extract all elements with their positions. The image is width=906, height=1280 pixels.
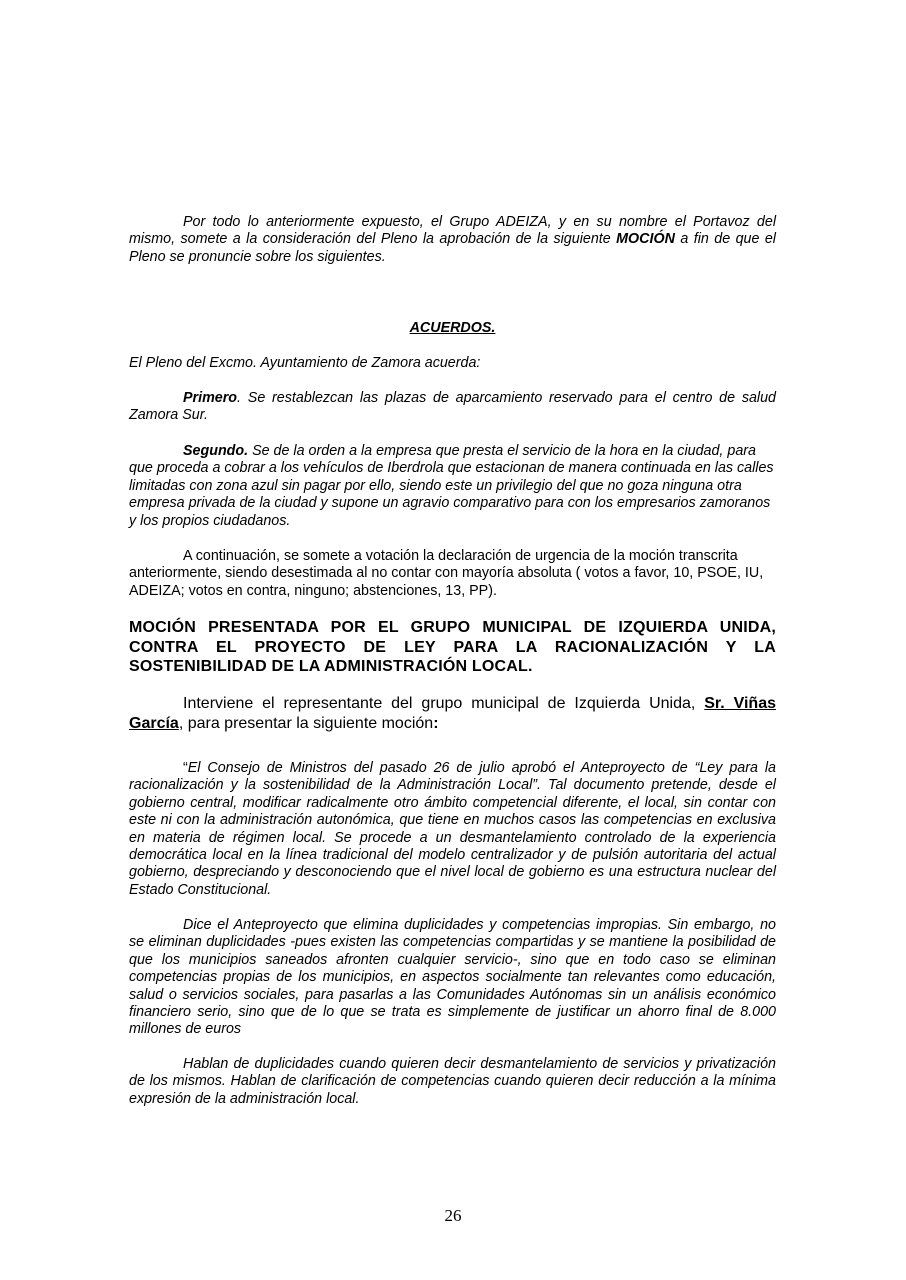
votacion-text: A continuación, se somete a votación la declaración de urgencia de la moción transcrita anteriormente, siendo desestimada al no contar con mayoría absoluta ( votos a favor, 10, PSOE, IU, ADEIZA; votos en contra, ninguno; abstenciones, 13, PP).: [129, 548, 764, 599]
paragraph-por-todo: [129, 214, 776, 266]
q3-text: Hablan de duplicidades cuando quieren decir desmantelamiento de servicios y privatización de los mismos. Hablan de clarificación de competencias cuando quieren decir reducción a la mínima expresión de la administración local.: [129, 1056, 776, 1107]
interviene-colon: :: [433, 715, 439, 732]
interviene-text-end: , para presentar la siguiente moción: [178, 715, 434, 732]
primero-paragraph: [129, 390, 776, 425]
votacion-paragraph: [129, 548, 776, 600]
p1-text: Por todo lo anteriormente expuesto, el Grupo ADEIZA, y en su nombre el Portavoz del mismo, somete a la consideración del Pleno la aprobación de la siguiente: [129, 214, 776, 248]
acuerdos-heading: [129, 320, 776, 337]
pleno-line: [129, 355, 776, 372]
q2-text: Dice el Anteproyecto que elimina duplicidades y competencias impropias. Sin embargo, no se eliminan duplicidades -pues existen las competencias compartidas y se mantiene la posibilidad de que los municipios saneados afronten cualquier servicio-, sino que en todo caso se eliminan competencias propias de los municipios, en aspectos socialmente tan relevantes como educación, salud o servicios sociales, para pasarlas a las Comunidades Autónomas sin un análisis económico financiero serio, sino que de lo que se trata es simplemente de justificar un ahorro final de 8.000 millones de euros: [129, 917, 776, 1038]
segundo-label: Segundo.: [183, 443, 249, 459]
primero-label: Primero: [183, 390, 238, 406]
segundo-paragraph: [129, 443, 776, 530]
opening-quote: “: [183, 760, 188, 776]
interviene-paragraph: [129, 694, 776, 734]
primero-text: . Se restablezcan las plazas de aparcamiento reservado para el centro de salud Zamora Sur.: [129, 390, 776, 424]
mocion-heading: [129, 618, 776, 677]
segundo-text: Se de la orden a la empresa que presta el servicio de la hora en la ciudad, para que proceda a cobrar a los vehículos de Iberdrola que estacionan de manera continuada en las calles limitadas con zona azul sin pagar por ello, siendo este un privilegio del que no goza ninguna otra empresa privada de la ciudad y supone un agravio comparativo para con los empresarios zamoranos y los propios ciudadanos.: [129, 443, 774, 529]
speaker-name: Sr. Viñas García: [129, 695, 777, 732]
p1-text-end: a fin de que el Pleno se pronuncie sobre los siguientes.: [129, 231, 776, 265]
mocion-title: MOCIÓN PRESENTADA POR EL GRUPO MUNICIPAL DE IZQUIERDA UNIDA, CONTRA EL PROYECTO DE LEY PARA LA RACIONALIZACIÓN Y LA SOSTENIBILIDAD DE LA ADMINISTRACIÓN LOCAL.: [129, 619, 776, 675]
quote-paragraph-2: [129, 917, 776, 1039]
quote-paragraph-3: [129, 1056, 776, 1108]
mocion-bold: MOCIÓN: [616, 231, 675, 248]
quote-paragraph-1: [129, 760, 776, 899]
page-number: 26: [444, 1206, 462, 1225]
q1-text: El Consejo de Ministros del pasado 26 de julio aprobó el Anteproyecto de “Ley para la racionalización y la sostenibilidad de la Administración Local”. Tal documento pretende, desde el gobierno central, modificar radicalmente otro ámbito competencial diferente, el local, sin contar con este ni con la administración autonómica, que tiene en muchos casos las competencias en exclusiva en materia de régimen local. Se procede a un desmantelamiento controlado de la experiencia democrática local en la línea tradicional del modelo centralizador y de pulsión autoritaria del actual gobierno, despreciando y desconociendo que el nivel local de gobierno es una estructura nuclear del Estado Constitucional.: [129, 760, 776, 898]
acuerdos-title: ACUERDOS.: [409, 320, 496, 336]
interviene-text: Interviene el representante del grupo municipal de Izquierda Unida,: [183, 695, 705, 712]
pleno-text: El Pleno del Excmo. Ayuntamiento de Zamora acuerda:: [129, 355, 481, 371]
